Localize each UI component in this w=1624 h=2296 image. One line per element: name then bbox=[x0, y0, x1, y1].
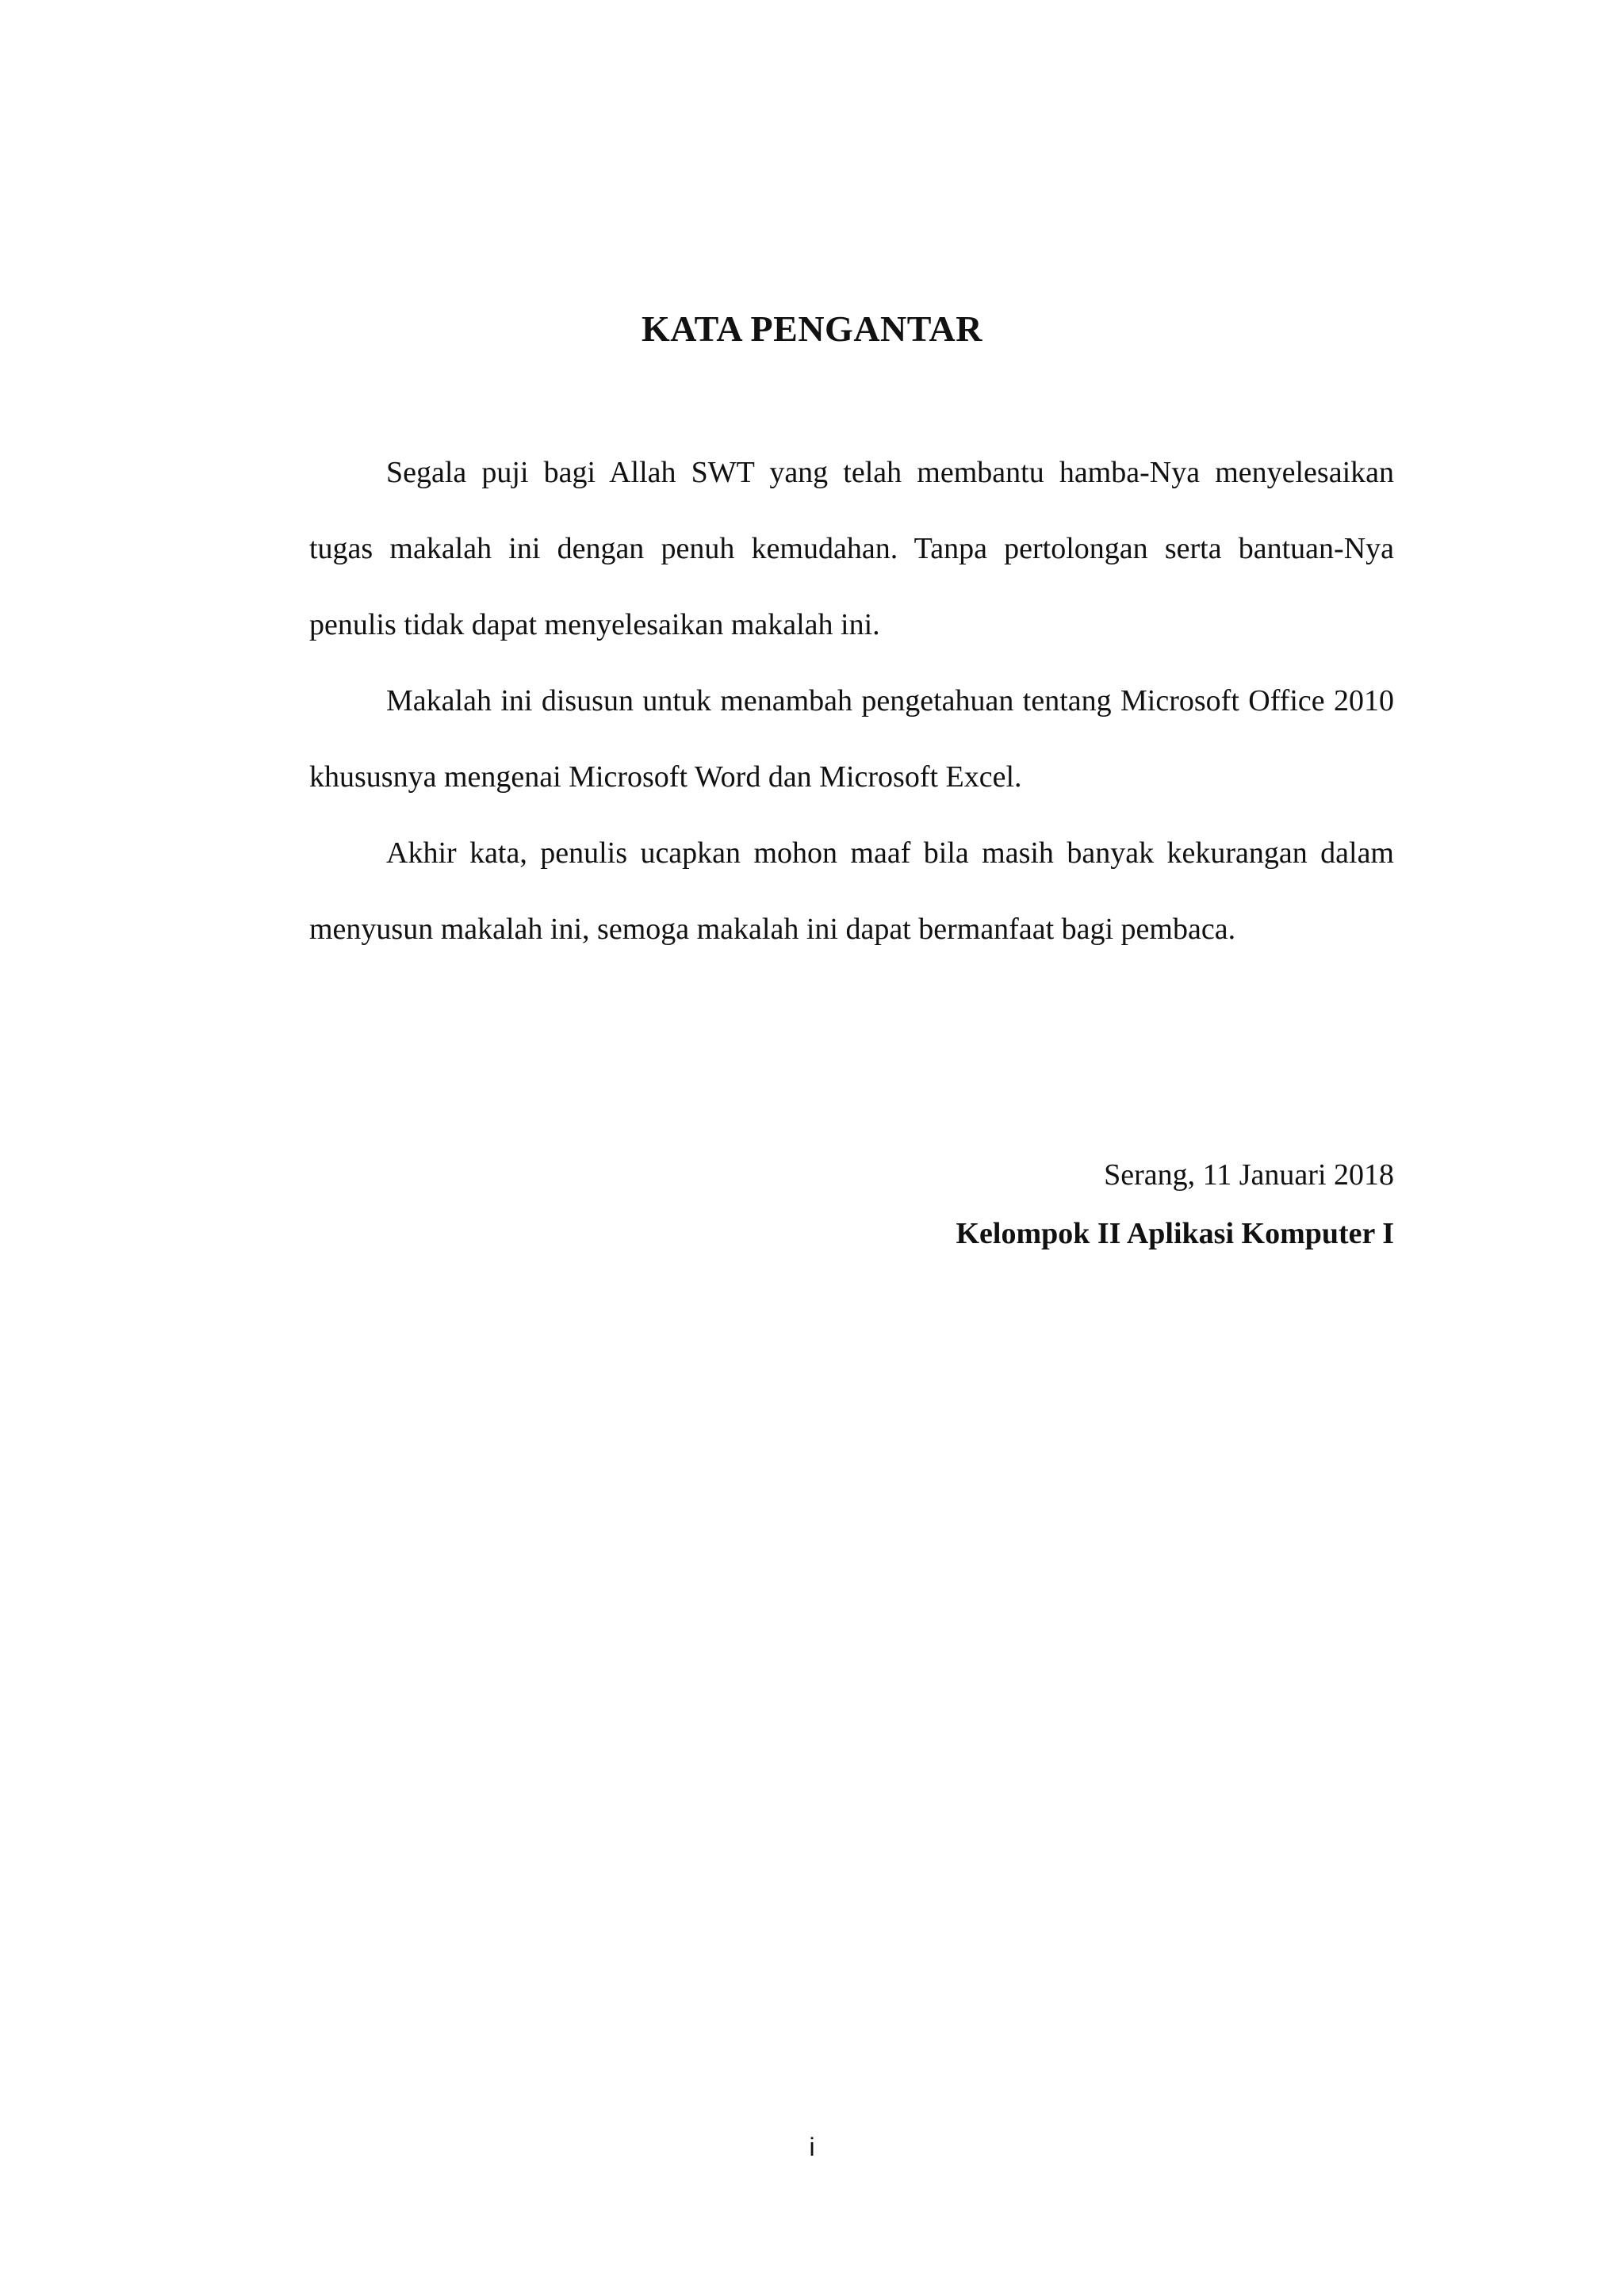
page-title: KATA PENGANTAR bbox=[642, 308, 982, 349]
body-text bbox=[309, 434, 1394, 967]
paragraph-purpose: Makalah ini disusun untuk menambah pengetahuan tentang Microsoft Office 2010 khususnya mengenai Microsoft Word dan Microsoft Excel. bbox=[309, 684, 1394, 794]
paragraph-closing: Akhir kata, penulis ucapkan mohon maaf bila masih banyak kekurangan dalam menyusun makalah ini, semoga makalah ini dapat bermanfaat bagi pembaca. bbox=[309, 836, 1394, 946]
paragraph-intro: Segala puji bagi Allah SWT yang telah membantu hamba-Nya menyelesaikan tugas makalah ini dengan penuh kemudahan. Tanpa pertolongan serta bantuan-Nya penulis tidak dapat menyelesaikan makalah ini. bbox=[309, 456, 1394, 641]
page-number: i bbox=[809, 2133, 815, 2161]
place-date: Serang, 11 Januari 2018 bbox=[1104, 1158, 1394, 1192]
author-name: Kelompok II Aplikasi Komputer I bbox=[956, 1217, 1394, 1250]
